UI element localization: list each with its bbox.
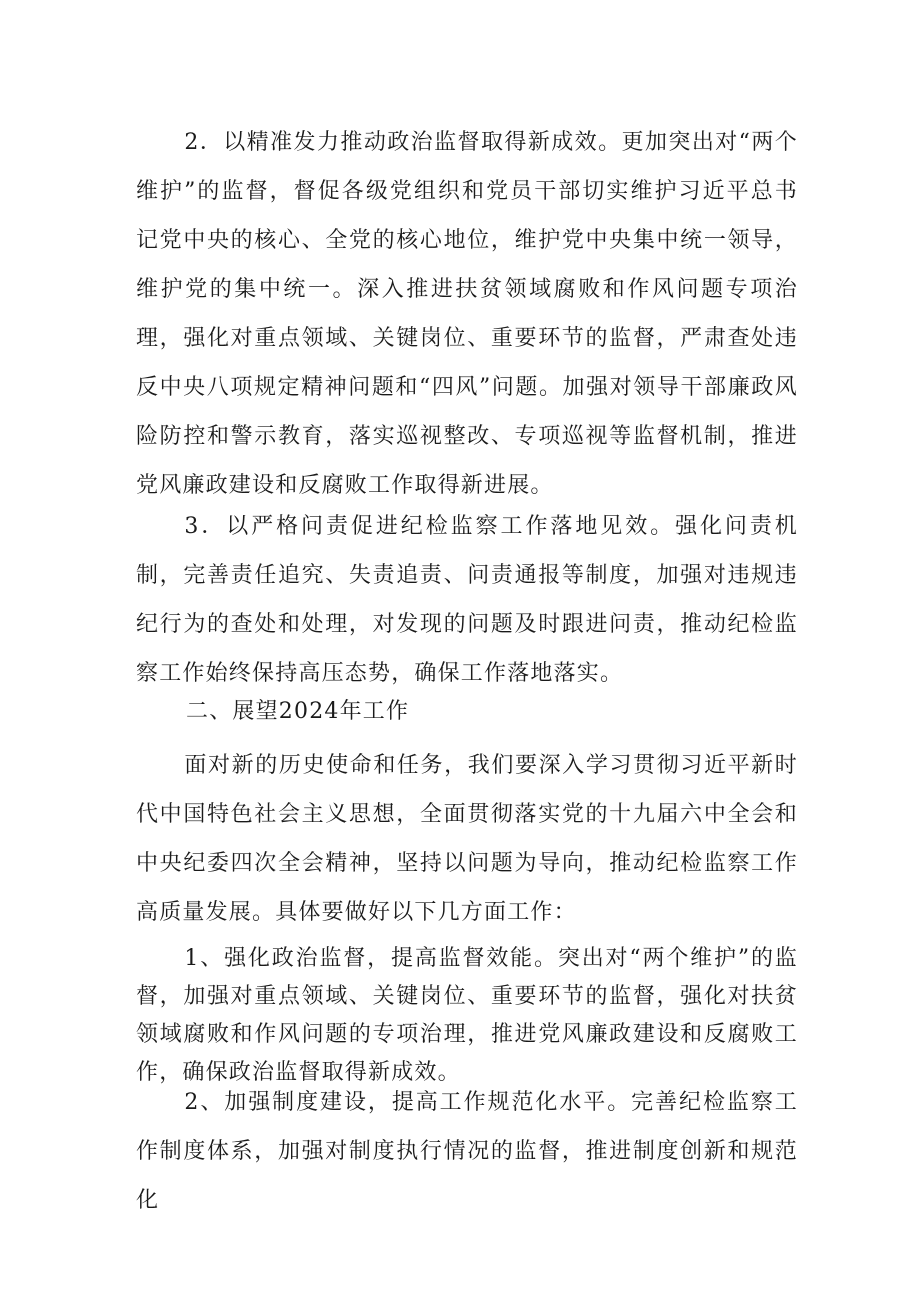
section-heading: 二、展望2024年工作 bbox=[186, 699, 410, 724]
paragraph-accountability: 3．以严格问责促进纪检监察工作落地见效。强化问责机制，完善责任追究、失责追责、问责通报等制度，加强对违规违纪行为的查处和处理，对发现的问题及时跟进问责，推动纪检监察工作始终保持高压态势，确保工作落地落实。 bbox=[136, 514, 798, 686]
paragraph-political-supervision: 2．以精准发力推动政治监督取得新成效。更加突出对“两个维护”的监督，督促各级党组织和党员干部切实维护习近平总书记党中央的核心、全党的核心地位，维护党中央集中统一领导，维护党的集中统一。深入推进扶贫领域腐败和作风问题专项治理，强化对重点领域、关键岗位、重要环节的监督，严肃查处违反中央八项规定精神问题和“四风”问题。加强对领导干部廉政风险防控和警示教育，落实巡视整改、专项巡视等监督机制，推进党风廉政建设和反腐败工作取得新进展。 bbox=[136, 130, 798, 498]
list-item-institution-building: 2、加强制度建设，提高工作规范化水平。完善纪检监察工作制度体系，加强对制度执行情况的监督，推进制度创新和规范化 bbox=[136, 1090, 798, 1213]
list-item-political-supervision: 1、强化政治监督，提高监督效能。突出对“两个维护”的监督，加强对重点领域、关键岗位、重要环节的监督，强化对扶贫领域腐败和作风问题的专项治理，推进党风廉政建设和反腐败工作，确保政治监督取得新成效。 bbox=[136, 946, 798, 1085]
paragraph-intro: 面对新的历史使命和任务，我们要深入学习贯彻习近平新时代中国特色社会主义思想，全面贯彻落实党的十九届六中全会和中央纪委四次全会精神，坚持以问题为导向，推动纪检监察工作高质量发展。具体要做好以下几方面工作： bbox=[136, 753, 798, 925]
